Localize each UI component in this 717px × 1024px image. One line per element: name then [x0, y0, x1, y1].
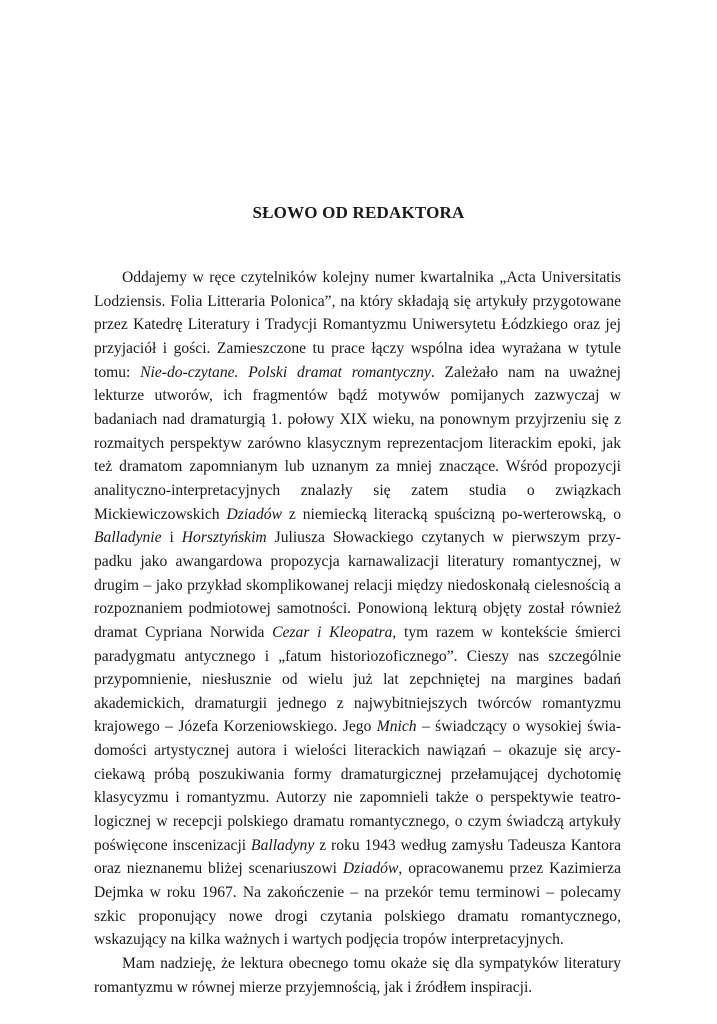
text-run: Oddajemy w ręce czytelników kolejny numer kwartalnika „Acta Universitatis Lodziensis. Folia Litteraria Polonica”, na który składają się artykuły przygotowane przez Katedrę Literatury i Tradycji Romantyzmu Uniwersytetu Łódzkiego oraz jej przyjaciół i gości. Zamieszczone tu prace łączy wspólna idea wyrażana w tytule tomu: [94, 269, 621, 381]
paragraph-1 [94, 266, 621, 952]
italic-title: Dziadów [226, 505, 282, 523]
text-run: – świadczący o wysokiej świadomości artystycznej autora i wielości literackich nawiązań – okazuje się arcyciekawą próbą poszukiwania formy dramaturgicznej przełamującej dychotomię klasycyzmu i romantyzmu. Autorzy nie zapomnieli także o perspektywie teatrologicznej w recepcji polskiego dramatu romantycznego, o czym świadczą artykuły poświęcone inscenizacji [94, 718, 622, 854]
text-run: Juliusza Słowackiego czytanych w pierwszym przypadku jako awangardowa propozycja karnawalizacji literatury romantycznej, w drugim – jako przykład skomplikowanej relacji między niedoskonałą cielesnością a rozpoznaniem podmiotowej samotności. Ponowioną lekturą objęty został również dramat Cypriana Norwida [94, 529, 621, 641]
text-run: i [161, 529, 182, 547]
italic-title: Dziadów [342, 860, 399, 878]
page-title: SŁOWO OD REDAKTORA [252, 203, 465, 222]
italic-title: Mnich [376, 718, 417, 736]
text-run: z roku 1943 według zamysłu Tadeusza Kantora oraz nieznanemu bliżej scenariuszowi [94, 836, 621, 878]
text-run: , opracowanemu przez Kazimierza Dejmka w roku 1967. Na zakończenie – na przekór temu terminowi – polecamy szkic proponujący nowe drogi czytania polskiego dramatu romantycznego, wskazujący na kilka ważnych i wartych podjęcia tropów interpretacyjnych. [94, 860, 621, 949]
text-run: z niemiecką literacką spuścizną po-werterowską, o [281, 505, 621, 523]
italic-title: Cezar i Kleopatra [272, 623, 393, 641]
text-run: . Zależało nam na uważnej lekturze utworów, ich fragmentów bądź motywów pomijanych zazwyczaj w badaniach nad dramaturgią 1. połowy XIX wieku, na ponownym przyjrzeniu się z rozmaitych perspektyw zarówno klasycznym reprezentacjom literackim epoki, jak też dramatom zapomnianym lub uznanym za mniej znaczące. Wśród propozycji analityczno-interpretacyjnych znalazły się zatem studia o związkach Mickiewiczowskich [94, 363, 621, 523]
italic-title: Balladynie [94, 529, 162, 547]
paragraph-2: Mam nadzieję, że lektura obecnego tomu okaże się dla sympatyków literatury romantyzmu w równej mierze przyjemnością, jak i źródłem inspiracji. [94, 955, 621, 996]
italic-title: Balladyny [251, 836, 315, 854]
body-text [94, 266, 621, 999]
italic-title: Nie-do-czytane. Polski dramat romantyczny [140, 363, 431, 381]
italic-title: Horsztyńskim [181, 529, 267, 547]
text-run: , tym razem w kontekście śmierci paradygmatu antycznego i „fatum historiozoficznego”. Cieszy nas szczególnie przypomnienie, niesłusznie od wielu już lat zepchniętej na margines badań akademickich, dramaturgii jednego z najwybitniejszych twórców romantyzmu krajowego – Józefa Korzeniowskiego. Jego [94, 623, 621, 736]
